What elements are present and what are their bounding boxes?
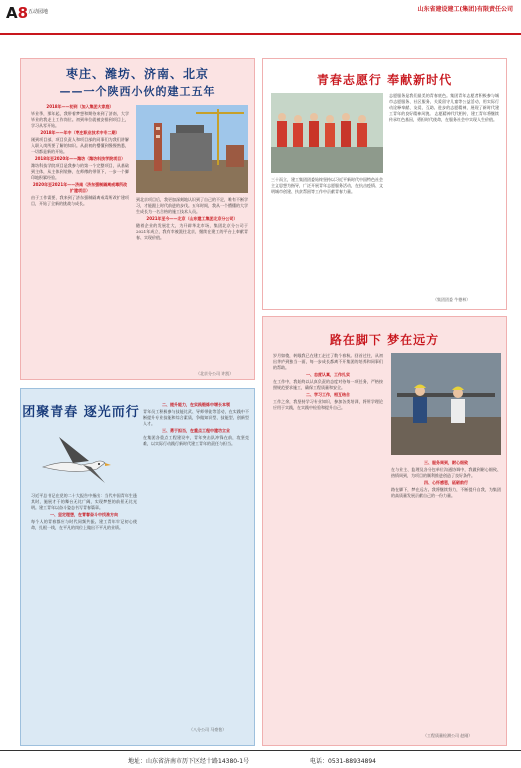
article-1-subtitle: ——一个陕西小伙的建工五年: [59, 85, 216, 98]
seagull-illustration: [35, 429, 135, 489]
article-2-col-2: 志愿服务是我们最美的青春底色。集团青年志愿者积极参与城市志愿服务、社区服务、关爱留守儿童等公益活动，用实际行动诠释奉献、友爱、互助、进步的志愿精神，展现了新时代建工青年的良好精神风貌。 志愿精神代代相传，建工青年将继续传承红色基因，勇担时代使命，在服务社会中实现人生价值。: [389, 93, 499, 122]
article-1: [20, 58, 255, 380]
article-4-title: 路在脚下 梦在远方: [329, 333, 440, 347]
article-3: [20, 388, 255, 746]
section-name: 五动园地: [28, 9, 49, 15]
article-1-col-1: 2018年——初到（加入集团大家庭） 毕业季，那年起，我带着梦想和期待来到了济南，大学毕业的我走上工作岗位。初到单位就被安排到项目上，学习从零开始。 2018年——年中（枣庄职业技术中专二期） 刚到项目部，项目负责人和项目部的同事们为我们讲解入职入岗所要了解的知识。从最初的懵懂到慢慢熟悉，一切都是新的开始。 2018年至2020年——潍坊（潍坊科技学院项目） 潍坊科技学院项目是我参与的第一个完整项目，从基础到主体，从主体到装修，在师傅的带领下，一步一个脚印地积累经验。 2020年至2021年——济南（济东强制隔离戒毒所改扩建项目） 由于工作需要，我来到了济东强制隔离戒毒所改扩建项目，开始了全新的挑战与成长。: [31, 104, 129, 206]
article-3-author: （八分公司 马豪怡）: [189, 727, 227, 732]
article-2-col-1: 三十而立，建工集团团委始终坚持以习近平新时代中国特色社会主义思想为指导，广泛开展青年志愿服务活动，在抗击疫情、文明城市创建、扶贫帮困等工作中贡献青春力量。: [271, 177, 383, 194]
article-4-col-1: 岁月如梭，转眼我已在建工走过了数个春秋。回首过往，从初出茅庐到独当一面，每一步成长都离不开集团的培养和同事们的帮助。 一、态度认真，工作扎实 在工作中，我始终以认真负责的态度对待每一项任务，严格按照规范要求施工，确保工程质量和安全。 二、学习工作，相互结合 工作之余，我坚持学习专业知识，参加各类培训，将所学理论应用于实践，在实践中检验和提升自己。: [273, 353, 383, 410]
article-1-author: （北京分公司 许凯）: [196, 371, 234, 376]
inspection-photo: [391, 353, 501, 455]
header-divider: [0, 33, 521, 35]
article-2: [262, 58, 507, 310]
article-1-title: 枣庄、潍坊、济南、北京: [65, 67, 209, 81]
article-3-title: 团聚青春 逐光而行: [22, 405, 140, 420]
article-4-author: （工程质量检测公司 赵刚）: [423, 733, 473, 738]
company-logo: 山东省建设建工(集团)有限责任公司: [417, 6, 513, 13]
volunteer-photo: [271, 93, 383, 173]
page-header: [0, 0, 521, 34]
article-4-col-2: 三、服务周到，耐心细致 在与业主、监理及各分包单位沟通协调中，我做到耐心细致、热情周到，为项目的顺利推进创造了良好条件。 四、心怀感恩，砥砺前行 路在脚下，梦在远方。我将继续努力，不断提升自我，为集团的高质量发展贡献自己的一份力量。: [391, 460, 501, 498]
article-1-col-2: 到北京项目后，我更加深刻地认识到了自己的不足，唯有不断学习，才能跟上时代前进的步伐。五年时间，我从一个懵懂的大学生成长为一名合格的施工技术人员。 2021年至今——北京（山东建工集团北京分公司） 随着企业的发展壮大，为开辟华北市场，集团北京分公司于2021年成立，我有幸被派往北京，继续在建工的平台上奉献青春、实现价值。: [136, 197, 248, 240]
article-4: [262, 316, 507, 746]
page-footer: [0, 750, 521, 768]
footer-phone: 电话：0531-88934894: [310, 758, 376, 765]
article-2-author: （集团团委 牛德林）: [433, 297, 471, 302]
page-number: A8: [6, 4, 29, 22]
article-2-title: 青春志愿行 奉献新时代: [316, 73, 453, 87]
footer-address: 地址：山东省济南市历下区经十路14380-1号: [128, 758, 250, 765]
article-3-col-2: 二、提升能力，在实践锻炼中增长本领 青年员工积极参与技能比武、导师带徒等活动，在实践中不断提升专业技能和综合素质，争做知识型、技能型、创新型人才。 三、勇于担当，在重点工程中建功立业 在集团各重点工程建设中，青年突击队冲锋在前，攻坚克难，以实际行动践行新时代建工青年的责任与担当。: [143, 402, 249, 446]
building-photo: [136, 105, 248, 193]
article-3-col-1: 习近平总书记在党的二十大报告中指出：当代中国青年生逢其时，施展才干的舞台无比广阔，实现梦想的前景无比光明。建工青年以奋斗姿态书写青春篇章。 一、坚定理想，在青春奋斗中找准方向 每个人的青春都应与时代同频共振。建工青年牢记初心使命，扎根一线，在平凡的岗位上做出不平凡的业绩。: [31, 493, 137, 530]
